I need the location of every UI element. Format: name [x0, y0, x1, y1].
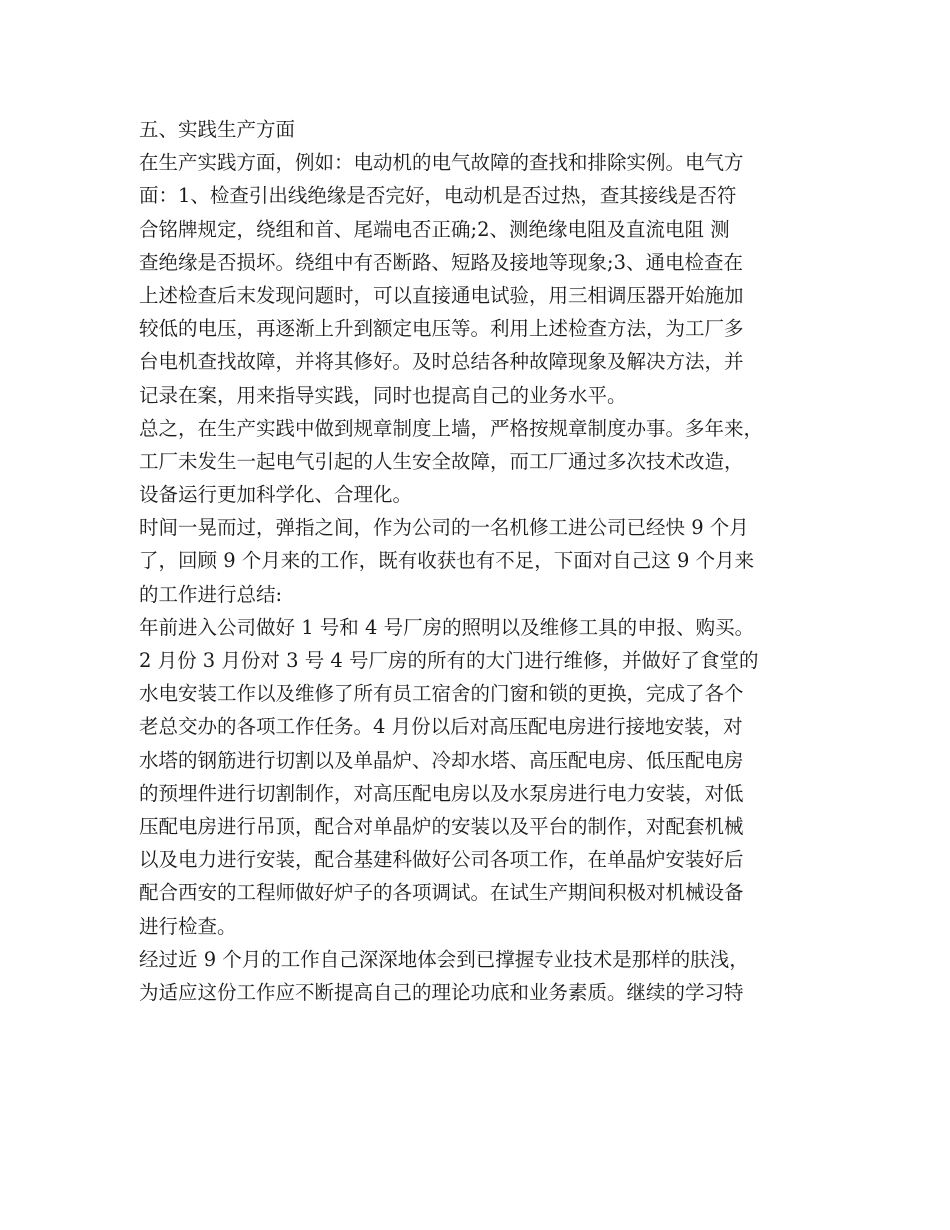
- text-line: 面：1、检查引出线绝缘是否完好，电动机是否过热，查其接线是否符: [139, 184, 737, 208]
- text-line: 工厂未发生一起电气引起的人生安全故障，而工厂通过多次技术改造，: [139, 449, 744, 473]
- text-line: 上述检查后末发现问题时，可以直接通电试验，用三相调压器开始施加: [139, 283, 744, 307]
- text-line: 合铭牌规定，绕组和首、尾端电否正确;2、测绝缘电阻及直流电阻 测: [139, 217, 730, 241]
- text-line: 经过近 9 个月的工作自己深深地体会到已撑握专业技术是那样的肤浅，: [139, 947, 749, 971]
- text-line: 的工作进行总结:: [139, 582, 283, 606]
- text-line: 设备运行更加科学化、合理化。: [139, 483, 413, 507]
- text-line: 配合西安的工程师做好炉子的各项调试。在试生产期间积极对机械设备: [139, 881, 744, 905]
- text-line: 查绝缘是否损坏。绕组中有否断路、短路及接地等现象;3、通电检查在: [139, 250, 743, 274]
- text-line: 进行检查。: [139, 914, 237, 938]
- text-line: 了，回顾 9 个月来的工作，既有收获也有不足，下面对自己这 9 个月来: [139, 549, 755, 573]
- text-line: 时间一晃而过，弹指之间，作为公司的一名机修工进公司已经快 9 个月: [139, 516, 749, 540]
- text-line: 压配电房进行吊顶，配合对单晶炉的安装以及平台的制作，对配套机械: [139, 814, 744, 838]
- text-line: 2 月份 3 月份对 3 号 4 号厂房的所有的大门进行维修，并做好了食堂的: [139, 649, 759, 672]
- text-line: 水塔的钢筋进行切割以及单晶炉、冷却水塔、高压配电房、低压配电房: [139, 748, 744, 772]
- text-line: 记录在案，用来指导实践，同时也提高自己的业务水平。: [139, 383, 627, 407]
- text-line: 以及电力进行安装，配合基建科做好公司各项工作，在单晶炉安装好后: [139, 848, 744, 872]
- text-line: 水电安装工作以及维修了所有员工宿舍的门窗和锁的更换，完成了各个: [139, 682, 744, 706]
- text-line: 较低的电压，再逐渐上升到额定电压等。利用上述检查方法，为工厂多: [139, 317, 744, 341]
- section-heading: 五、实践生产方面: [139, 118, 296, 141]
- text-line: 总之，在生产实践中做到规章制度上墙，严格按规章制度办事。多年来，: [139, 416, 764, 440]
- text-line: 在生产实践方面，例如：电动机的电气故障的查找和排除实例。电气方: [139, 151, 744, 175]
- text-line: 为适应这份工作应不断提高自己的理论功底和业务素质。继续的学习特: [139, 980, 744, 1004]
- text-line: 老总交办的各项工作任务。4 月份以后对高压配电房进行接地安装，对: [139, 715, 743, 739]
- text-line: 台电机查找故障，并将其修好。及时总结各种故障现象及解决方法，并: [139, 350, 744, 374]
- text-line: 的预埋件进行切割制作，对高压配电房以及水泵房进行电力安装，对低: [139, 781, 744, 805]
- text-line: 年前进入公司做好 1 号和 4 号厂房的照明以及维修工具的申报、购买。: [139, 615, 755, 639]
- document-body: [139, 113, 829, 1009]
